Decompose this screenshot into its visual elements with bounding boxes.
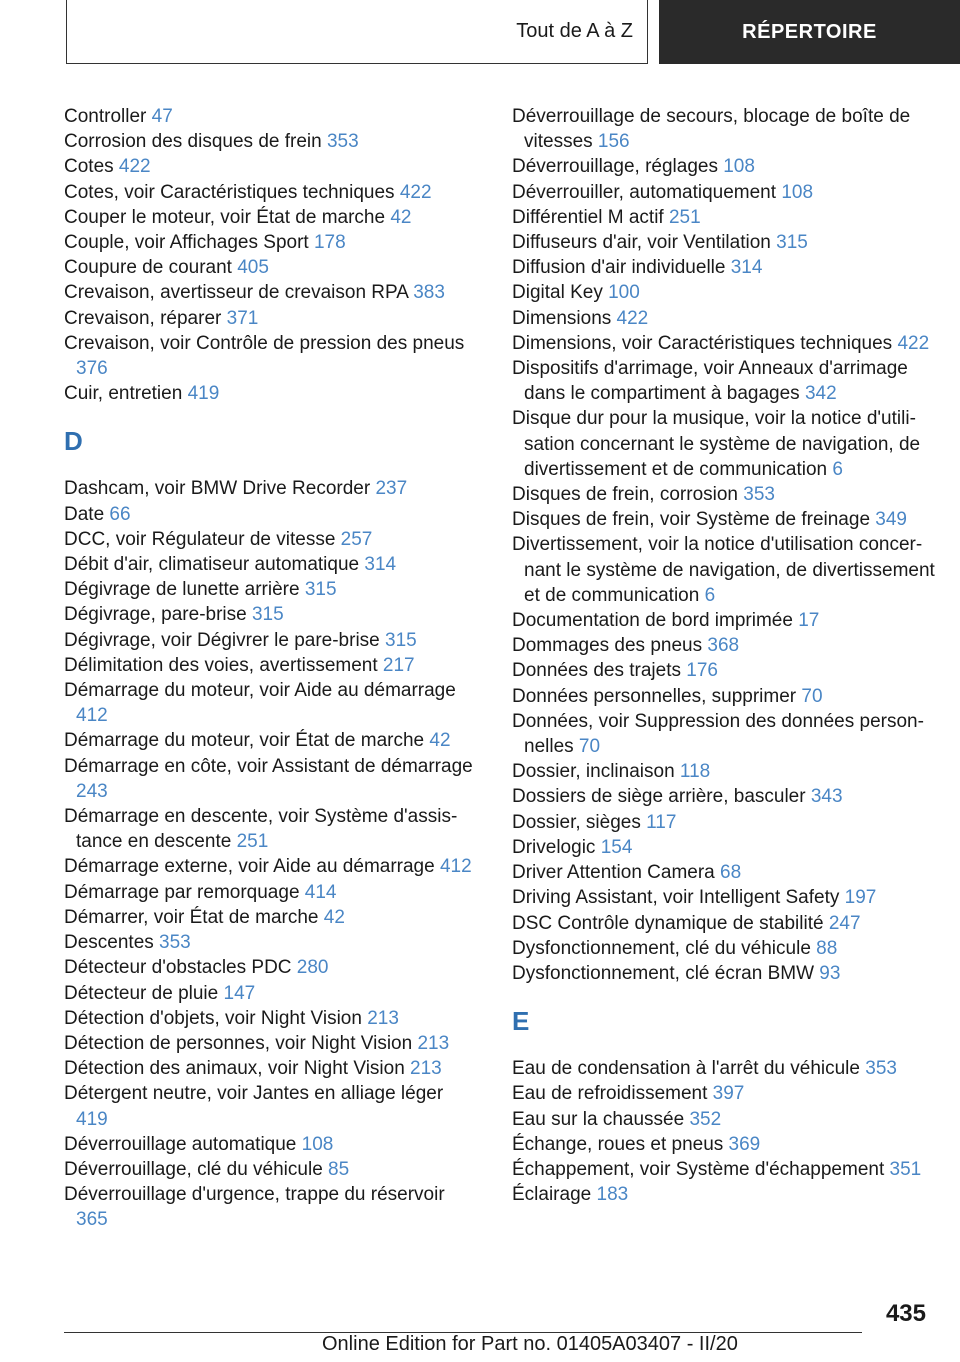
index-entry [64, 552, 476, 577]
index-entry [64, 981, 476, 1006]
index-entry [64, 854, 476, 879]
index-entry [512, 759, 952, 784]
index-entry [512, 507, 952, 532]
section-letter: D [64, 426, 83, 457]
index-entry-text: Digital Key [512, 282, 609, 304]
index-entry-text: Dispositifs d'arrimage, voir Anneaux d'arrimage dans le compartiment à bagages [512, 358, 908, 405]
page-reference-link[interactable]: 365 [76, 1209, 108, 1231]
page-reference-link[interactable]: 369 [728, 1133, 761, 1155]
index-entry [64, 104, 476, 129]
index-entry-text: Différentiel M actif [512, 206, 669, 228]
index-entry-text: Disques de frein, corrosion [512, 484, 744, 506]
index-entry [512, 658, 952, 683]
index-entry [64, 955, 476, 980]
index-entry-text: Déverrouillage de secours, blocage de boîte de vitesses [512, 106, 911, 153]
index-entry [64, 728, 476, 753]
index-entry-text: Eau sur la chaussée [512, 1108, 690, 1130]
page-reference-link[interactable]: 315 [776, 232, 808, 254]
index-entry [512, 1182, 952, 1207]
index-entry-text: Couple, voir Affichages Sport [64, 232, 314, 254]
index-entry-text: Détecteur de pluie [64, 982, 224, 1004]
page-reference-link[interactable]: 108 [723, 156, 755, 178]
index-entry-text: Dossiers de siège arrière, basculer [512, 786, 811, 808]
page-reference-link[interactable]: 237 [375, 478, 408, 500]
index-entry [512, 356, 952, 406]
page-reference-link[interactable]: 353 [865, 1058, 897, 1080]
index-entry-text: Eau de refroidissement [512, 1083, 713, 1105]
index-column-right [512, 104, 952, 1207]
index-entry [512, 230, 952, 255]
index-entry-text: Dossier, sièges [512, 811, 647, 833]
index-entry-text: Démarrage du moteur, voir Aide au démarrage [64, 680, 456, 702]
index-entry-text: Détecteur d'obstacles PDC [64, 957, 297, 979]
page-reference-link[interactable]: 197 [844, 887, 877, 909]
index-entry-text: Controller [64, 106, 152, 127]
index-entry [64, 502, 476, 527]
index-entry [64, 905, 476, 930]
page-reference-link[interactable]: 419 [187, 383, 220, 405]
index-entry [64, 1081, 476, 1131]
index-entry-text: Dommages des pneus [512, 635, 708, 657]
index-entry-text: Drivelogic [512, 836, 601, 858]
index-entry-text: Divertissement, voir la notice d'utilisation concernant le système de navigation, de divertissement et de communication [512, 534, 935, 606]
index-entry-text: Dossier, inclinaison [512, 761, 680, 783]
index-entry-text: DSC Contrôle dynamique de stabilité [512, 912, 829, 934]
index-entry [512, 180, 952, 205]
index-entry-text: Crevaison, voir Contrôle de pression des pneus [64, 332, 465, 354]
index-entry-text: Détection de personnes, voir Night Vision [64, 1032, 418, 1054]
index-entry-text: Données personnelles, supprimer [512, 685, 802, 707]
page-reference-link[interactable]: 412 [439, 856, 472, 878]
index-entry [64, 1157, 476, 1182]
index-entry [512, 608, 952, 633]
page-reference-link[interactable]: 351 [889, 1158, 922, 1180]
page-reference-link[interactable]: 156 [597, 131, 630, 153]
index-entry-text: Déverrouillage, réglages [512, 156, 724, 178]
page-reference-link[interactable]: 117 [646, 811, 677, 833]
index-entry-text: Driving Assistant, voir Intelligent Safety [512, 887, 845, 909]
index-entry [512, 154, 952, 179]
index-entry-text: Dimensions [512, 307, 617, 329]
index-entry-text: Déverrouillage, clé du véhicule [64, 1158, 329, 1180]
page-reference-link[interactable]: 315 [304, 579, 337, 601]
page-reference-link[interactable]: 314 [364, 554, 397, 576]
page-reference-link[interactable]: 213 [410, 1058, 442, 1080]
index-entry-text: Couper le moteur, voir État de marche [64, 206, 391, 228]
index-entry [64, 476, 476, 501]
index-entry-text: Dysfonctionnement, clé écran BMW [512, 962, 820, 984]
page-reference-link[interactable]: 353 [743, 484, 775, 506]
index-entry-text: Diffuseurs d'air, voir Ventilation [512, 232, 777, 254]
index-entry [64, 306, 476, 331]
index-entry [512, 1081, 952, 1106]
index-entry-text: Démarrage en côte, voir Assistant de démarrage [64, 755, 473, 777]
page-reference-link[interactable]: 349 [875, 509, 907, 531]
index-entry-text: Dégivrage de lunette arrière [64, 579, 305, 601]
page-reference-link[interactable]: 42 [429, 730, 451, 752]
index-entry-text: Détection des animaux, voir Night Vision [64, 1058, 411, 1080]
index-entry-text: Déverrouiller, automatiquement [512, 181, 782, 203]
index-entry-text: Eau de condensation à l'arrêt du véhicule [512, 1058, 866, 1080]
page-reference-link[interactable]: 353 [159, 932, 191, 954]
index-entry-text: Dégivrage, voir Dégivrer le pare-brise [64, 629, 386, 651]
index-entry-text: Détergent neutre, voir Jantes en alliage léger [64, 1083, 444, 1105]
index-entry [512, 684, 952, 709]
page-reference-link[interactable]: 68 [720, 862, 742, 884]
page-reference-link[interactable]: 217 [382, 654, 415, 676]
page-reference-link[interactable]: 368 [707, 635, 740, 657]
index-entry-text: Coupure de courant [64, 257, 238, 279]
index-entry [64, 255, 476, 280]
index-entry [512, 633, 952, 658]
page-reference-link[interactable]: 118 [679, 761, 711, 783]
index-entry [64, 804, 476, 854]
index-entry-text: Corrosion des disques de frein [64, 131, 327, 153]
index-entry-text: Crevaison, réparer [64, 307, 227, 329]
index-entry-text: Déverrouillage d'urgence, trappe du réservoir [64, 1184, 445, 1206]
page-reference-link[interactable]: 93 [819, 962, 841, 984]
index-entry [64, 1182, 476, 1232]
index-entry-text: Cuir, entretien [64, 383, 188, 405]
page-reference-link[interactable]: 371 [226, 307, 259, 329]
index-entry [64, 1056, 476, 1081]
index-entry [512, 306, 952, 331]
page-reference-link[interactable]: 419 [76, 1108, 108, 1130]
index-entry-text: Documentation de bord imprimée [512, 610, 799, 632]
index-entry-text: Dashcam, voir BMW Drive Recorder [64, 478, 376, 500]
tab-tout-de-a-a-z[interactable]: Tout de A à Z [66, 0, 648, 64]
index-entry-text: Cotes [64, 156, 119, 178]
index-entry-text: Échange, roues et pneus [512, 1133, 729, 1155]
tab-repertoire[interactable]: RÉPERTOIRE [659, 0, 960, 64]
index-entry [512, 331, 952, 356]
page-reference-link[interactable]: 6 [832, 458, 843, 480]
page-reference-link[interactable]: 315 [251, 604, 284, 626]
index-entry [512, 784, 952, 809]
page-reference-link[interactable]: 42 [323, 906, 345, 928]
index-entry [64, 628, 476, 653]
index-entry-text: Délimitation des voies, avertissement [64, 654, 383, 676]
index-entry-text: Disque dur pour la musique, voir la notice d'utilisation concernant le système de navigation, de divertissement et de communication [512, 408, 921, 480]
index-entry [64, 205, 476, 230]
index-entry [512, 911, 952, 936]
index-entry [64, 180, 476, 205]
index-entry-text: Dimensions, voir Caractéristiques techniques [512, 332, 898, 354]
index-entry [512, 936, 952, 961]
index-entry [64, 1031, 476, 1056]
page-reference-link[interactable]: 314 [730, 257, 763, 279]
index-entry [64, 754, 476, 804]
index-entry [512, 1132, 952, 1157]
index-entry-text: Descentes [64, 932, 160, 954]
index-entry [512, 205, 952, 230]
index-entry-text: Démarrage par remorquage [64, 881, 305, 903]
index-entry [64, 230, 476, 255]
index-entry-text: Démarrer, voir État de marche [64, 906, 324, 928]
index-entry [512, 1107, 952, 1132]
edition-info: Online Edition for Part no. 01405A03407 - II/20 [322, 1333, 738, 1355]
index-entry-text: Cotes, voir Caractéristiques techniques [64, 181, 400, 203]
page-reference-link[interactable]: 108 [781, 181, 814, 203]
page-reference-link[interactable]: 412 [76, 705, 108, 727]
index-entry-text: Déverrouillage automatique [64, 1133, 302, 1155]
page-reference-link[interactable]: 315 [385, 629, 417, 651]
index-entry [64, 1006, 476, 1031]
index-entry-text: Driver Attention Camera [512, 862, 721, 884]
index-entry [64, 678, 476, 728]
page-reference-link[interactable]: 213 [367, 1007, 399, 1029]
index-entry [512, 860, 952, 885]
page-number: 435 [885, 1300, 926, 1327]
section-letter: E [512, 1006, 530, 1037]
index-entry [512, 1056, 952, 1081]
page-reference-link[interactable]: 42 [390, 206, 412, 228]
index-entry [64, 154, 476, 179]
page-reference-link[interactable]: 183 [596, 1184, 629, 1206]
index-entry [512, 835, 952, 860]
index-entry-text: Dysfonctionnement, clé du véhicule [512, 937, 817, 959]
index-entry-text: DCC, voir Régulateur de vitesse [64, 528, 341, 550]
index-entry [512, 532, 952, 608]
index-entry-text: Crevaison, avertisseur de crevaison RPA [64, 282, 414, 304]
page-reference-link[interactable]: 147 [223, 982, 256, 1004]
index-entry [64, 1132, 476, 1157]
page-reference-link[interactable]: 66 [109, 503, 131, 525]
index-entry-text: Éclairage [512, 1184, 597, 1206]
page-reference-link[interactable]: 108 [301, 1133, 334, 1155]
page-reference-link[interactable]: 422 [399, 181, 432, 203]
index-entry-text: Débit d'air, climatiseur automatique [64, 554, 365, 576]
page-reference-link[interactable]: 397 [712, 1083, 745, 1105]
page-reference-link[interactable]: 154 [600, 836, 633, 858]
page-reference-link[interactable]: 47 [151, 106, 173, 127]
index-entry [64, 331, 476, 381]
page-reference-link[interactable]: 251 [668, 206, 701, 228]
page-reference-link[interactable]: 85 [328, 1158, 350, 1180]
index-entry [512, 255, 952, 280]
index-entry [64, 880, 476, 905]
page-reference-link[interactable]: 247 [828, 912, 861, 934]
page-reference-link[interactable]: 383 [413, 282, 445, 304]
page-reference-link[interactable]: 70 [801, 685, 823, 707]
index-entry [512, 482, 952, 507]
page-reference-link[interactable]: 352 [689, 1108, 722, 1130]
page-reference-link[interactable]: 414 [304, 881, 337, 903]
index-entry [512, 810, 952, 835]
index-entry [512, 1157, 952, 1182]
index-entry [64, 930, 476, 955]
index-entry [64, 527, 476, 552]
index-entry [512, 104, 952, 154]
index-entry [64, 381, 476, 406]
index-entry-text: Échappement, voir Système d'échappement [512, 1158, 890, 1180]
page-reference-link[interactable]: 405 [237, 257, 269, 279]
page-reference-link[interactable]: 100 [608, 282, 640, 304]
page-reference-link[interactable]: 17 [798, 610, 820, 632]
index-entry-text: Diffusion d'air individuelle [512, 257, 731, 279]
index-entry-text: Données, voir Suppression des données personnelles [512, 710, 924, 758]
index-entry-text: Démarrage externe, voir Aide au démarrage [64, 856, 440, 878]
index-entry [64, 653, 476, 678]
index-entry-text: Détection d'objets, voir Night Vision [64, 1007, 368, 1029]
page-reference-link[interactable]: 422 [897, 332, 930, 354]
index-entry [512, 280, 952, 305]
page-reference-link[interactable]: 176 [686, 660, 718, 682]
index-entry-text: Disques de frein, voir Système de freinage [512, 509, 876, 531]
page-reference-link[interactable]: 343 [810, 786, 843, 808]
page-reference-link[interactable]: 257 [340, 528, 373, 550]
page-reference-link[interactable]: 376 [76, 358, 108, 380]
index-entry [64, 602, 476, 627]
index-entry-text: Démarrage en descente, voir Système d'assistance en descente [64, 806, 458, 853]
page-reference-link[interactable]: 178 [313, 232, 346, 254]
page-reference-link[interactable]: 243 [76, 780, 108, 802]
index-entry-text: Dégivrage, pare-brise [64, 604, 252, 626]
index-entry [64, 577, 476, 602]
index-entry-text: Données des trajets [512, 660, 687, 682]
page-reference-link[interactable]: 353 [326, 131, 359, 153]
page-reference-link[interactable]: 213 [417, 1032, 450, 1054]
page-reference-link[interactable]: 70 [578, 736, 601, 758]
page-reference-link[interactable]: 342 [804, 383, 837, 405]
index-column-left [64, 104, 476, 1233]
index-entry [512, 885, 952, 910]
page-reference-link[interactable]: 422 [616, 307, 649, 329]
index-entry [64, 280, 476, 305]
page-reference-link[interactable]: 422 [118, 156, 151, 178]
index-entry [512, 961, 952, 986]
index-entry [64, 129, 476, 154]
index-entry-text: Date [64, 503, 110, 525]
index-entry-text: Démarrage du moteur, voir État de marche [64, 730, 430, 752]
page-header [0, 0, 960, 66]
index-entry [512, 709, 952, 759]
page-reference-link[interactable]: 280 [296, 957, 329, 979]
page-reference-link[interactable]: 88 [816, 937, 838, 959]
index-entry [512, 406, 952, 482]
page-reference-link[interactable]: 6 [704, 584, 716, 606]
page-reference-link[interactable]: 251 [236, 831, 269, 853]
